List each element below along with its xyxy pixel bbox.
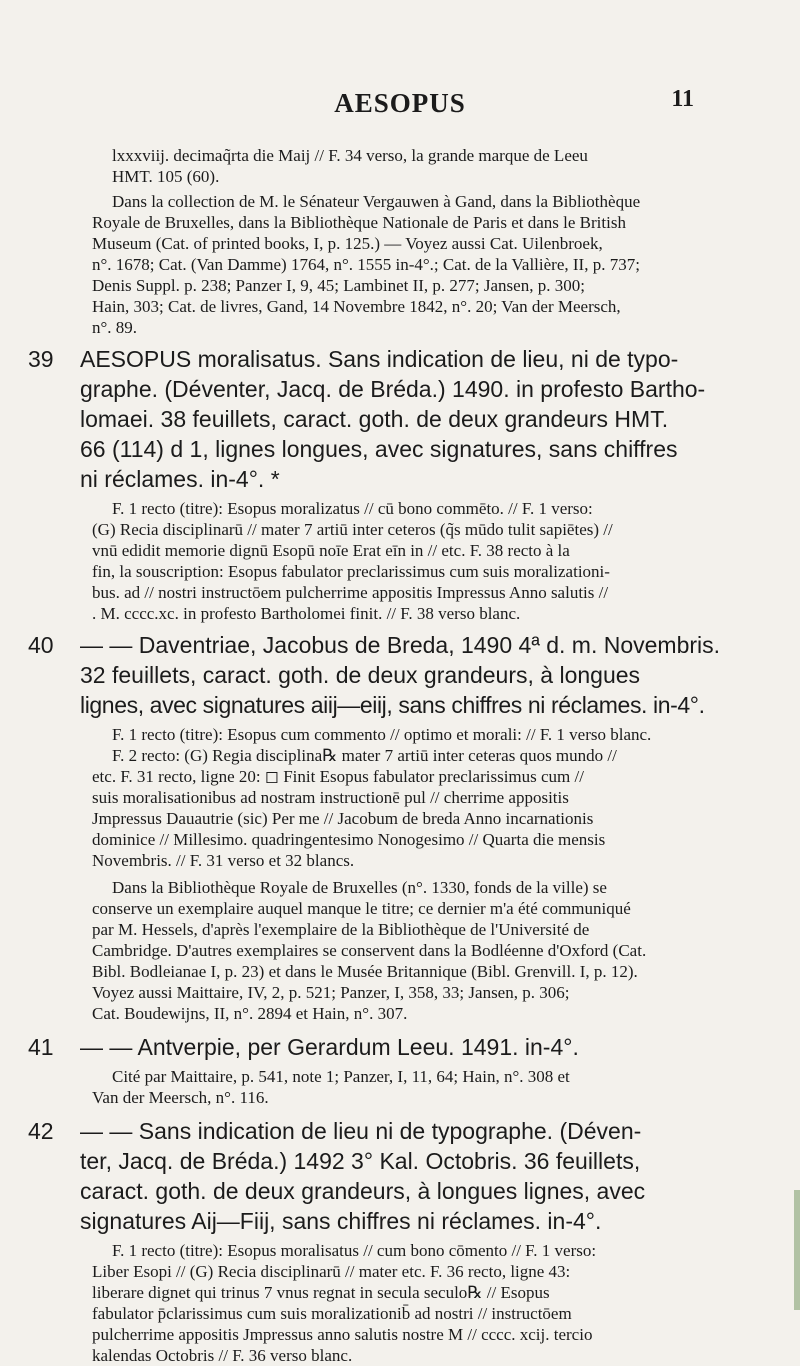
note-line: fin, la souscription: Esopus fabulator preclarissimus cum suis moralizationi- bbox=[92, 562, 610, 581]
page-header bbox=[0, 84, 800, 124]
heading-line: — — Antverpie, per Gerardum Leeu. 1491. in-4°. bbox=[80, 1034, 579, 1060]
heading-line: graphe. (Déventer, Jacq. de Bréda.) 1490. in profesto Bartho- bbox=[80, 376, 706, 402]
entry-number: 42 bbox=[28, 1118, 54, 1144]
heading-line: 66 (114) d 1, lignes longues, avec signatures, sans chiffres bbox=[80, 436, 678, 462]
heading-line: — — Daventriae, Jacobus de Breda, 1490 4ª d. m. Novembris. bbox=[80, 632, 721, 658]
remark-line: par M. Hessels, d'après l'exemplaire de la Bibliothèque de l'Université de bbox=[92, 920, 590, 939]
running-title: AESOPUS bbox=[334, 88, 466, 118]
remark-line: Cat. Boudewijns, II, n°. 2894 et Hain, n°. 307. bbox=[92, 1004, 408, 1023]
entry-number: 41 bbox=[28, 1034, 54, 1060]
intro-para-line: n°. 1678; Cat. (Van Damme) 1764, n°. 1555 in-4°.; Cat. de la Vallière, II, p. 737; bbox=[92, 255, 640, 274]
remark-line: Voyez aussi Maittaire, IV, 2, p. 521; Panzer, I, 358, 33; Jansen, p. 306; bbox=[92, 983, 570, 1002]
intro-line: lxxxviij. decimaq̃rta die Maij // F. 34 verso, la grande marque de Leeu bbox=[112, 146, 588, 165]
entry-remarks bbox=[0, 1066, 800, 1108]
entry-remarks bbox=[0, 877, 800, 1024]
heading-line: 32 feuillets, caract. goth. de deux grandeurs, à longues bbox=[80, 662, 641, 688]
note-line: fabulator p̄clarissimus cum suis moralizationib̄ ad nostri // instructōem bbox=[92, 1304, 572, 1323]
intro-continuation bbox=[0, 145, 800, 338]
note-line: F. 1 recto (titre): Esopus cum commento // optimo et morali: // F. 1 verso blanc. bbox=[112, 725, 652, 744]
entry-40 bbox=[0, 630, 800, 1024]
intro-para-line: Royale de Bruxelles, dans la Bibliothèque Nationale de Paris et dans le British bbox=[92, 213, 626, 232]
entry-41 bbox=[0, 1032, 800, 1108]
remark-line: Bibl. Bodleianae I, p. 23) et dans le Musée Britannique (Bibl. Grenvill. I, p. 12). bbox=[92, 962, 638, 981]
note-line: liberare dignet qui trinus 7 vnus regnat in secula seculo℞ // Esopus bbox=[92, 1283, 550, 1302]
entry-number: 39 bbox=[28, 346, 54, 372]
intro-para-line: Hain, 303; Cat. de livres, Gand, 14 Novembre 1842, n°. 20; Van der Meersch, bbox=[92, 297, 621, 316]
note-line: (G) Recia disciplinarū // mater 7 artiū inter ceteros (q̃s mūdo tulit sapiētes) // bbox=[92, 520, 613, 539]
heading-line: caract. goth. de deux grandeurs, à longues lignes, avec bbox=[80, 1178, 646, 1204]
note-line: F. 2 recto: (G) Regia disciplina℞ mater 7 artiū inter ceteras quos mundo // bbox=[112, 746, 617, 765]
entry-notes bbox=[0, 1240, 800, 1366]
entry-39 bbox=[0, 344, 800, 624]
heading-line: lignes, avec signatures aiij—eiij, sans chiffres ni réclames. in-4°. bbox=[80, 692, 705, 718]
heading-line: AESOPUS moralisatus. Sans indication de lieu, ni de typo- bbox=[80, 346, 679, 372]
entry-heading bbox=[0, 344, 800, 494]
heading-line: signatures Aij—Fiij, sans chiffres ni réclames. in-4°. bbox=[80, 1208, 602, 1234]
note-line: F. 1 recto (titre): Esopus moralisatus // cum bono cōmento // F. 1 verso: bbox=[112, 1241, 597, 1260]
note-line: bus. ad // nostri instructōem pulcherrime appositis Impressus Anno salutis // bbox=[92, 583, 609, 602]
entry-heading bbox=[0, 1116, 800, 1236]
note-line: Jmpressus Dauautrie (sic) Per me // Jacobum de breda Anno incarnationis bbox=[92, 809, 594, 828]
note-line: kalendas Octobris // F. 36 verso blanc. bbox=[92, 1346, 353, 1365]
note-line: suis moralisationibus ad nostram instructionē pul // cherrime appositis bbox=[92, 788, 569, 807]
note-line: . M. cccc.xc. in profesto Bartholomei finit. // F. 38 verso blanc. bbox=[92, 604, 521, 623]
note-line: dominice // Millesimo. quadringentesimo Nonogesimo // Quarta die mensis bbox=[92, 830, 606, 849]
entry-42 bbox=[0, 1116, 800, 1366]
page-number: 11 bbox=[671, 86, 694, 112]
intro-para-line: Museum (Cat. of printed books, I, p. 125.) — Voyez aussi Cat. Uilenbroek, bbox=[92, 234, 603, 253]
intro-para-line: Denis Suppl. p. 238; Panzer I, 9, 45; Lambinet II, p. 277; Jansen, p. 300; bbox=[92, 276, 585, 295]
intro-para-line: Dans la collection de M. le Sénateur Vergauwen à Gand, dans la Bibliothèque bbox=[112, 192, 641, 211]
remark-line: Cambridge. D'autres exemplaires se conservent dans la Bodléenne d'Oxford (Cat. bbox=[92, 941, 647, 960]
entry-number: 40 bbox=[28, 632, 54, 658]
heading-line: ter, Jacq. de Bréda.) 1492 3° Kal. Octobris. 36 feuillets, bbox=[80, 1148, 641, 1174]
page-edge-mark bbox=[794, 1190, 800, 1310]
note-line: vnū edidit memorie dignū Esopū noīe Erat eīn in // etc. F. 38 recto à la bbox=[92, 541, 570, 560]
entry-heading bbox=[0, 630, 800, 720]
note-line: etc. F. 31 recto, ligne 20: ◻ Finit Esopus fabulator preclarissimus cum // bbox=[92, 767, 584, 786]
entry-heading bbox=[0, 1032, 800, 1062]
heading-line: — — Sans indication de lieu ni de typographe. (Déven- bbox=[80, 1118, 642, 1144]
heading-line: lomaei. 38 feuillets, caract. goth. de deux grandeurs HMT. bbox=[80, 406, 669, 432]
page-content bbox=[0, 145, 800, 1366]
remark-line: Cité par Maittaire, p. 541, note 1; Panzer, I, 11, 64; Hain, n°. 308 et bbox=[112, 1067, 570, 1086]
remark-line: conserve un exemplaire auquel manque le titre; ce dernier m'a été communiqué bbox=[92, 899, 631, 918]
intro-para-line: n°. 89. bbox=[92, 318, 138, 337]
note-line: pulcherrime appositis Jmpressus anno salutis nostre M // cccc. xcij. tercio bbox=[92, 1325, 593, 1344]
note-line: Novembris. // F. 31 verso et 32 blancs. bbox=[92, 851, 355, 870]
remark-line: Dans la Bibliothèque Royale de Bruxelles (n°. 1330, fonds de la ville) se bbox=[112, 878, 607, 897]
intro-paragraph bbox=[92, 191, 772, 338]
entry-notes bbox=[0, 498, 800, 624]
remark-line: Van der Meersch, n°. 116. bbox=[92, 1088, 269, 1107]
note-line: Liber Esopi // (G) Recia disciplinarū // mater etc. F. 36 recto, ligne 43: bbox=[92, 1262, 571, 1281]
intro-line: HMT. 105 (60). bbox=[112, 167, 220, 186]
entry-notes bbox=[0, 724, 800, 871]
heading-line: ni réclames. in-4°. * bbox=[80, 466, 280, 492]
note-line: F. 1 recto (titre): Esopus moralizatus // cū bono commēto. // F. 1 verso: bbox=[112, 499, 593, 518]
